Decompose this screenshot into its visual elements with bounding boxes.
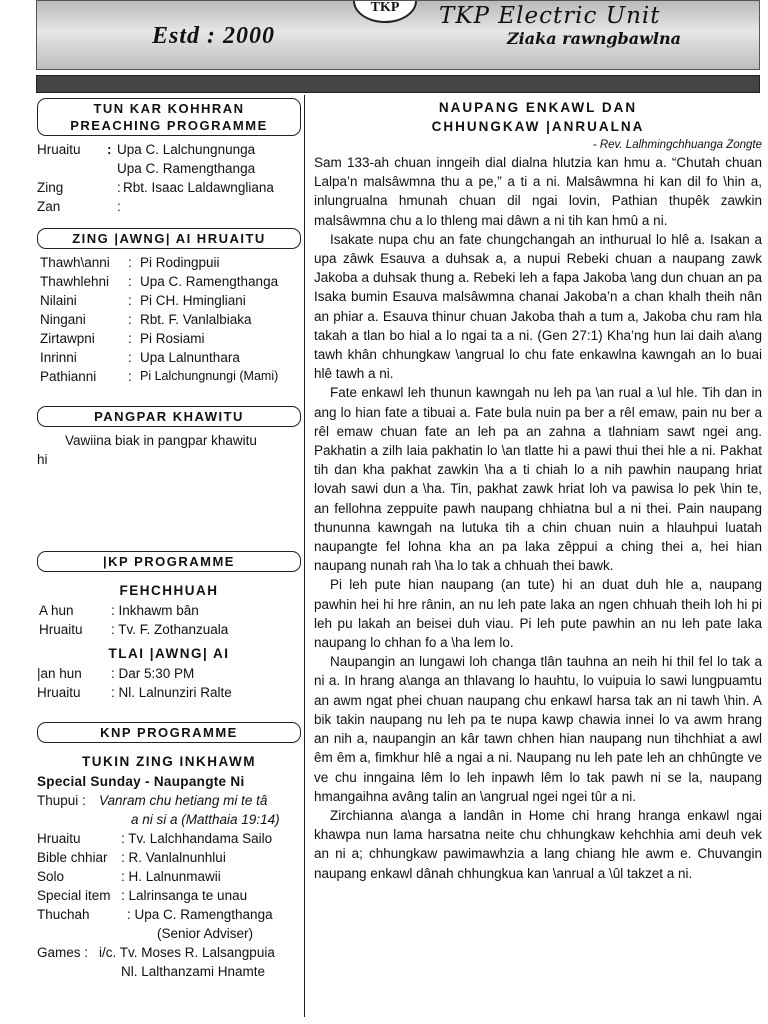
preaching-value: Rbt. Isaac Laldawngliana <box>123 180 274 195</box>
fehchhuah-row <box>39 620 301 639</box>
article-title-line2: CHHUNGKAW |ANRUALNA <box>431 119 645 134</box>
column-divider <box>304 95 305 1017</box>
zing-row <box>40 272 301 291</box>
tlai-value: : Nl. Lalnunziri Ralte <box>111 685 232 700</box>
pangpar-title: PANGPAR KHAWITU <box>94 409 244 424</box>
preaching-key <box>37 159 107 178</box>
article-body <box>314 153 762 883</box>
preaching-row <box>37 178 301 197</box>
knp-value: Nl. Lalthanzami Hnamte <box>121 964 266 979</box>
preaching-value: Upa C. Lalchungnunga <box>117 142 256 157</box>
tkp-logo <box>353 0 417 23</box>
zing-sep: : <box>128 331 132 346</box>
pangpar-title-box <box>37 406 301 427</box>
knp-row <box>37 924 301 943</box>
tlai-value: : Dar 5:30 PM <box>111 666 195 681</box>
article-byline: - Rev. Lalhmingchhuanga Zongte <box>592 139 762 151</box>
header-banner <box>36 0 760 70</box>
knp-title-box <box>37 722 301 743</box>
knp-heading: TUKIN ZING INKHAWM <box>82 754 256 769</box>
fehchhuah-key: Hruaitu <box>39 622 83 637</box>
zing-title-box <box>37 228 301 249</box>
preaching-sep: : <box>107 142 112 157</box>
zing-day: Ningani <box>40 312 86 327</box>
fehchhuah-heading: FEHCHHUAH <box>119 583 219 598</box>
preaching-row <box>37 140 301 159</box>
knp-key <box>37 962 121 981</box>
article-paragraph: Fate enkawl leh thunun kawngah nu leh pa \an rual a \ul hle. Tih dan in ang lo hian fate a tibuai a. Fate bula nuin pa ber a rêl emaw, pain nu ber a rêl emaw chuan fate an leh pa an zahna a tlahniam sawt ngei ang. Pakhatin a zilh laia pakhatin lo \an tlatte hi a pawi thui thei hle a ni. Pakhat tih dan kha pakhat zawkin \ha a ti chiah lo a nih pawhin naupang hriat lovah sawi dun a \ha. Tin, pakhat zawk hriat loh va pawisa lo pek \hin te, an fellohna zeppuite pawh naupang chhiatna bul a ni thei. Pain naupang thununna kawngah na lutuka tih a chin chuan nuin a hlauhpui luatah naupangte fel lohna kha an pa laka zêppui a ching thei a, hei hian naupang nunah rah \ha lo tak a chhuah thei bawk. <box>314 385 762 574</box>
zing-title: ZING |AWNG| AI HRUAITU <box>72 231 266 246</box>
article-paragraph: Naupangin an lungawi loh changa tlân tauhna an neih hi thil fel lo tak a ni a. In hrang a\anga an thlavang lo hauhtu, lo vuipuia lo sawi lungpuamtu an awm ngat phei chuan naupang chu enkawl harsa tak an ni tawh \hin. A bik takin naupang nu leh pa te nupa kawp chawia innei lo va awm hrang an nih a, naupangin an kâr tawn chhen hian naupang nun tihchhiat a awl êm êm a, fimkhur hlê a ngai a ni. Naupang nu leh pate leh an chhûngte ve ve chu inngaina lêm lo leh inpawh lêm lo tak pawh ni se la, naupang hmangaihna avâng talin an \angrual ngei ngei tûr a ni. <box>314 654 762 804</box>
knp-value: i/c. Tv. Moses R. Lalsangpuia <box>99 945 275 960</box>
zing-leader: Rbt. F. Vanlalbiaka <box>140 312 252 327</box>
knp-value: : Upa C. Ramengthanga <box>127 907 273 922</box>
knp-row <box>37 867 301 886</box>
article-paragraph: Pi leh pute hian naupang (an tute) hi an duat duh hle a, naupang pawhin hei hi hre rânin, an nu leh pate laka an ngen chhuah theih loh hi pi leh pu lakah an beisei duh viau. Pi leh pute pawhin an nu leh pate laka naupang lo chhan fo a \ha lem lo. <box>314 577 762 651</box>
tlai-row <box>37 664 301 683</box>
zing-sep: : <box>128 312 132 327</box>
thupui-line2: a ni si a (Matthaia 19:14) <box>131 812 280 827</box>
tlai-list <box>37 664 301 702</box>
zing-row <box>40 291 301 310</box>
thupui-line1: Vanram chu hetiang mi te tâ <box>99 793 268 808</box>
preaching-list <box>37 140 301 216</box>
knp-value: (Senior Adviser) <box>157 926 254 941</box>
knp-list <box>37 829 301 981</box>
preaching-value: Upa C. Ramengthanga <box>117 161 256 176</box>
knp-value: : R. Vanlalnunhlui <box>121 850 226 865</box>
tlai-key: |an hun <box>37 666 82 681</box>
knp-value: : Lalrinsanga te unau <box>121 888 248 903</box>
zing-leader: Pi Lalchungnungi (Mami) <box>140 369 279 383</box>
zing-sep: : <box>128 293 132 308</box>
zing-row <box>40 329 301 348</box>
zing-day: Pathianni <box>40 369 97 384</box>
zing-leader: Pi Rodingpuii <box>140 255 220 270</box>
article-paragraph: Isakate nupa chu an fate chungchangah an inthurual lo hlê a. Isakan a upa zâwk Esauva a duhsak a, a nupui Rebeki chuan a naupang zawk Jakoba a duhsak thung a. Rebeki leh a fapa Jakoba \ang dun chuan an pa Isaka bumin Esauva malsâwmna chanai Jakoba’n a chan khalh theih nân an phiar a. Esauva thinur chuan Jakoba thah a tum a, Jakoba chu ram hla takah a tlan bo hial a lo ngai ta a ni. (Gen 27:1) Kha’ng hun lai daih a\ang tawh khân chhungkaw \angrual lo chu fate enkawlna kawngah an lo buai hlê tawh a ni. <box>314 231 762 382</box>
zing-leader: Pi CH. Hmingliani <box>140 293 246 308</box>
zing-day: Zirtawpni <box>40 331 95 346</box>
fehchhuah-value: : Inkhawm bân <box>111 603 199 618</box>
knp-value: : Tv. Lalchhandama Sailo <box>121 831 273 846</box>
tlai-heading: TLAI |AWNG| AI <box>108 646 230 661</box>
zing-row <box>40 348 301 367</box>
article-paragraph: Sam 133-ah chuan inngeih dial dialna hlutzia kan hmu a. “Chutah chuan Lalpa’n malsâwmna thu a pe,” a ti a ni. Malsâwmna hi kan dil fo \hin a, inlungrualna hmunah chuan dil ngai lovin, Pathian thupêk zawkin malsâwmna chu a lo thleng mai dâwn a ni tih kan hmû a ni. <box>314 155 762 228</box>
article-paragraph: Zirchianna a\anga a landân in Home chi hrang hranga enkawl ngai khawpa nun lama harsatna neite chu chhungkaw kehchhia ami deuh vek an ni a; chhungkaw pawimawhzia a lang chiang hle awm e. Chuvangin naupang enkawl dânah chhungkua kan \anrual a \ûl takzet a ni. <box>314 807 762 881</box>
established-year: Estd : 2000 <box>152 23 276 49</box>
zing-sep: : <box>128 255 132 270</box>
zing-leader: Pi Rosiami <box>140 331 205 346</box>
thupui-indent <box>37 810 131 829</box>
kp-title-box <box>37 551 301 572</box>
knp-key: Games : <box>37 945 89 960</box>
unit-subtitle: Ziaka rawngbawlna <box>507 29 681 48</box>
header-divider-bar <box>36 75 760 93</box>
knp-row <box>37 905 301 924</box>
zing-row <box>40 253 301 272</box>
zing-day: Inrinni <box>40 350 77 365</box>
preaching-key: Hruaitu <box>37 142 81 157</box>
preaching-row <box>37 197 301 216</box>
knp-key: Thuchah <box>37 907 90 922</box>
zing-list <box>37 253 301 386</box>
knp-row <box>37 829 301 848</box>
article <box>314 98 762 883</box>
zing-sep: : <box>128 274 132 289</box>
knp-title: KNP PROGRAMME <box>100 725 238 740</box>
zing-row <box>40 310 301 329</box>
zing-sep: : <box>128 350 132 365</box>
pangpar-text <box>37 431 301 469</box>
zing-day: Thawhlehni <box>40 274 110 289</box>
logo-text: TKP <box>370 0 400 15</box>
unit-title: TKP Electric Unit <box>439 3 661 29</box>
tlai-key: Hruaitu <box>37 685 81 700</box>
zing-day: Nilaini <box>40 293 77 308</box>
preaching-sep: : <box>117 180 121 195</box>
preaching-title-line2: PREACHING PROGRAMME <box>70 118 268 133</box>
knp-row <box>37 886 301 905</box>
zing-leader: Upa Lalnunthara <box>140 350 240 365</box>
zing-row <box>40 367 301 386</box>
fehchhuah-value: : Tv. F. Zothanzuala <box>111 622 229 637</box>
pangpar-line: hi <box>37 452 48 467</box>
knp-row <box>37 943 301 962</box>
zing-sep: : <box>128 369 132 384</box>
preaching-row <box>37 159 301 178</box>
article-title-line1: NAUPANG ENKAWL DAN <box>438 100 638 115</box>
pangpar-line: Vawiina biak in pangpar khawitu <box>65 433 257 448</box>
preaching-key: Zing <box>37 180 64 195</box>
left-column <box>37 98 301 981</box>
thupui-row <box>37 810 301 829</box>
preaching-sep: : <box>117 199 121 214</box>
knp-value: : H. Lalnunmawii <box>121 869 221 884</box>
knp-key: Solo <box>37 869 65 884</box>
thupui-key: Thupui : <box>37 793 86 808</box>
knp-key <box>37 924 157 943</box>
kp-title: |KP PROGRAMME <box>103 554 235 569</box>
preaching-key: Zan <box>37 199 61 214</box>
knp-key: Special item <box>37 888 111 903</box>
knp-key: Bible chhiar <box>37 850 108 865</box>
zing-day: Thawh\anni <box>40 255 110 270</box>
fehchhuah-key: A hun <box>39 603 74 618</box>
preaching-sep <box>107 159 117 178</box>
special-sunday: Special Sunday - Naupangte Ni <box>37 774 245 789</box>
fehchhuah-row <box>39 601 301 620</box>
knp-row <box>37 962 301 981</box>
tlai-row <box>37 683 301 702</box>
preaching-title-line1: TUN KAR KOHHRAN <box>93 101 245 116</box>
preaching-value <box>123 197 301 216</box>
knp-key: Hruaitu <box>37 831 81 846</box>
thupui-row <box>37 791 301 810</box>
preaching-title-box <box>37 98 301 136</box>
zing-leader: Upa C. Ramengthanga <box>140 274 279 289</box>
fehchhuah-list <box>37 601 301 639</box>
knp-row <box>37 848 301 867</box>
